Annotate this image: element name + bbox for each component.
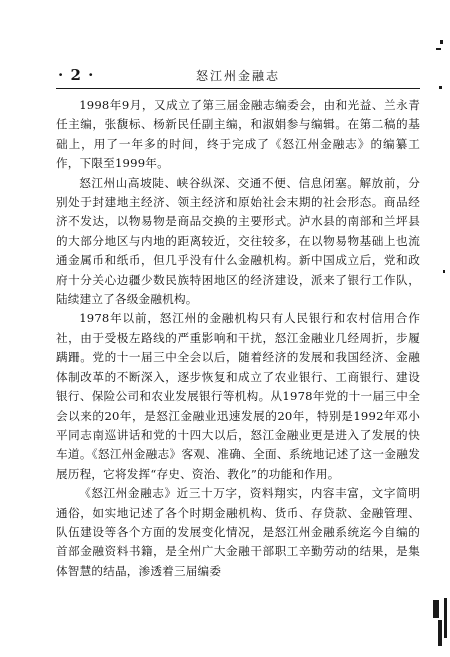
page-number: · 2 · — [58, 66, 95, 84]
binding-mark — [439, 86, 442, 89]
binding-mark — [444, 598, 447, 638]
binding-mark — [433, 600, 439, 618]
body-text — [56, 96, 420, 581]
binding-mark — [438, 620, 442, 646]
binding-mark — [443, 270, 445, 273]
page-header — [56, 64, 420, 86]
paragraph: 《怒江州金融志》近三十万字，资料翔实，内容丰富，文字简明通俗，如实地记述了各个时期金融机构、货币、存贷款、金融管理、队伍建设等各个方面的发展变化情况，是怒江州金融系统迄今自编的首部金融资料书籍，是全州广大金融干部职工辛勤劳动的结果，是集体智慧的结晶，渗透着三届编委 — [56, 486, 420, 578]
running-title: 怒江州金融志 — [196, 69, 281, 83]
paragraph: 怒江州山高坡陡、峡谷纵深、交通不便、信息闭塞。解放前，分别处于封建地主经济、领主经济和原始社会末期的社会形态。商品经济不发达，以物易物是商品交换的主要形式。泸水县的南部和兰坪县的大部分地区与内地的距离较近，交往较多，在以物易物基础上也流通金属币和纸币，但几乎没有什么金融机构。新中国成立后，党和政府十分关心边疆少数民族特困地区的经济建设，派来了银行工作队，陆续建立了各级金融机构。 — [56, 175, 420, 307]
paragraph: 1978年以前，怒江州的金融机构只有人民银行和农村信用合作社，由于受极左路线的严重影响和干扰，怒江金融业几经周折，步履蹒跚。党的十一届三中全会以后，随着经济的发展和我国经济、金融体制改革的不断深入，逐步恢复和成立了农业银行、工商银行、建设银行、保险公司和农业发展银行等机构。从1978年党的十一届三中全会以来的20年，是怒江金融业迅速发展的20年，特别是1992年邓小平同志南巡讲话和党的十四大以后，怒江金融业更是进入了发展的快车道。《怒江州金融志》客观、准确、全面、系统地记述了这一金融发展历程，它将发挥“存史、资治、教化”的功能和作用。 — [56, 311, 420, 481]
header-rule — [56, 88, 420, 89]
paragraph: 1998年9月，又成立了第三届金融志编委会，由和光益、兰永青任主编，张馥标、杨新民任副主编，和淑娟参与编辑。在第二稿的基础上，用了一年多的时间，终于完成了《怒江州金融志》的编纂工作，下限至1999年。 — [56, 98, 420, 171]
binding-mark — [440, 40, 443, 44]
binding-mark — [436, 48, 441, 50]
